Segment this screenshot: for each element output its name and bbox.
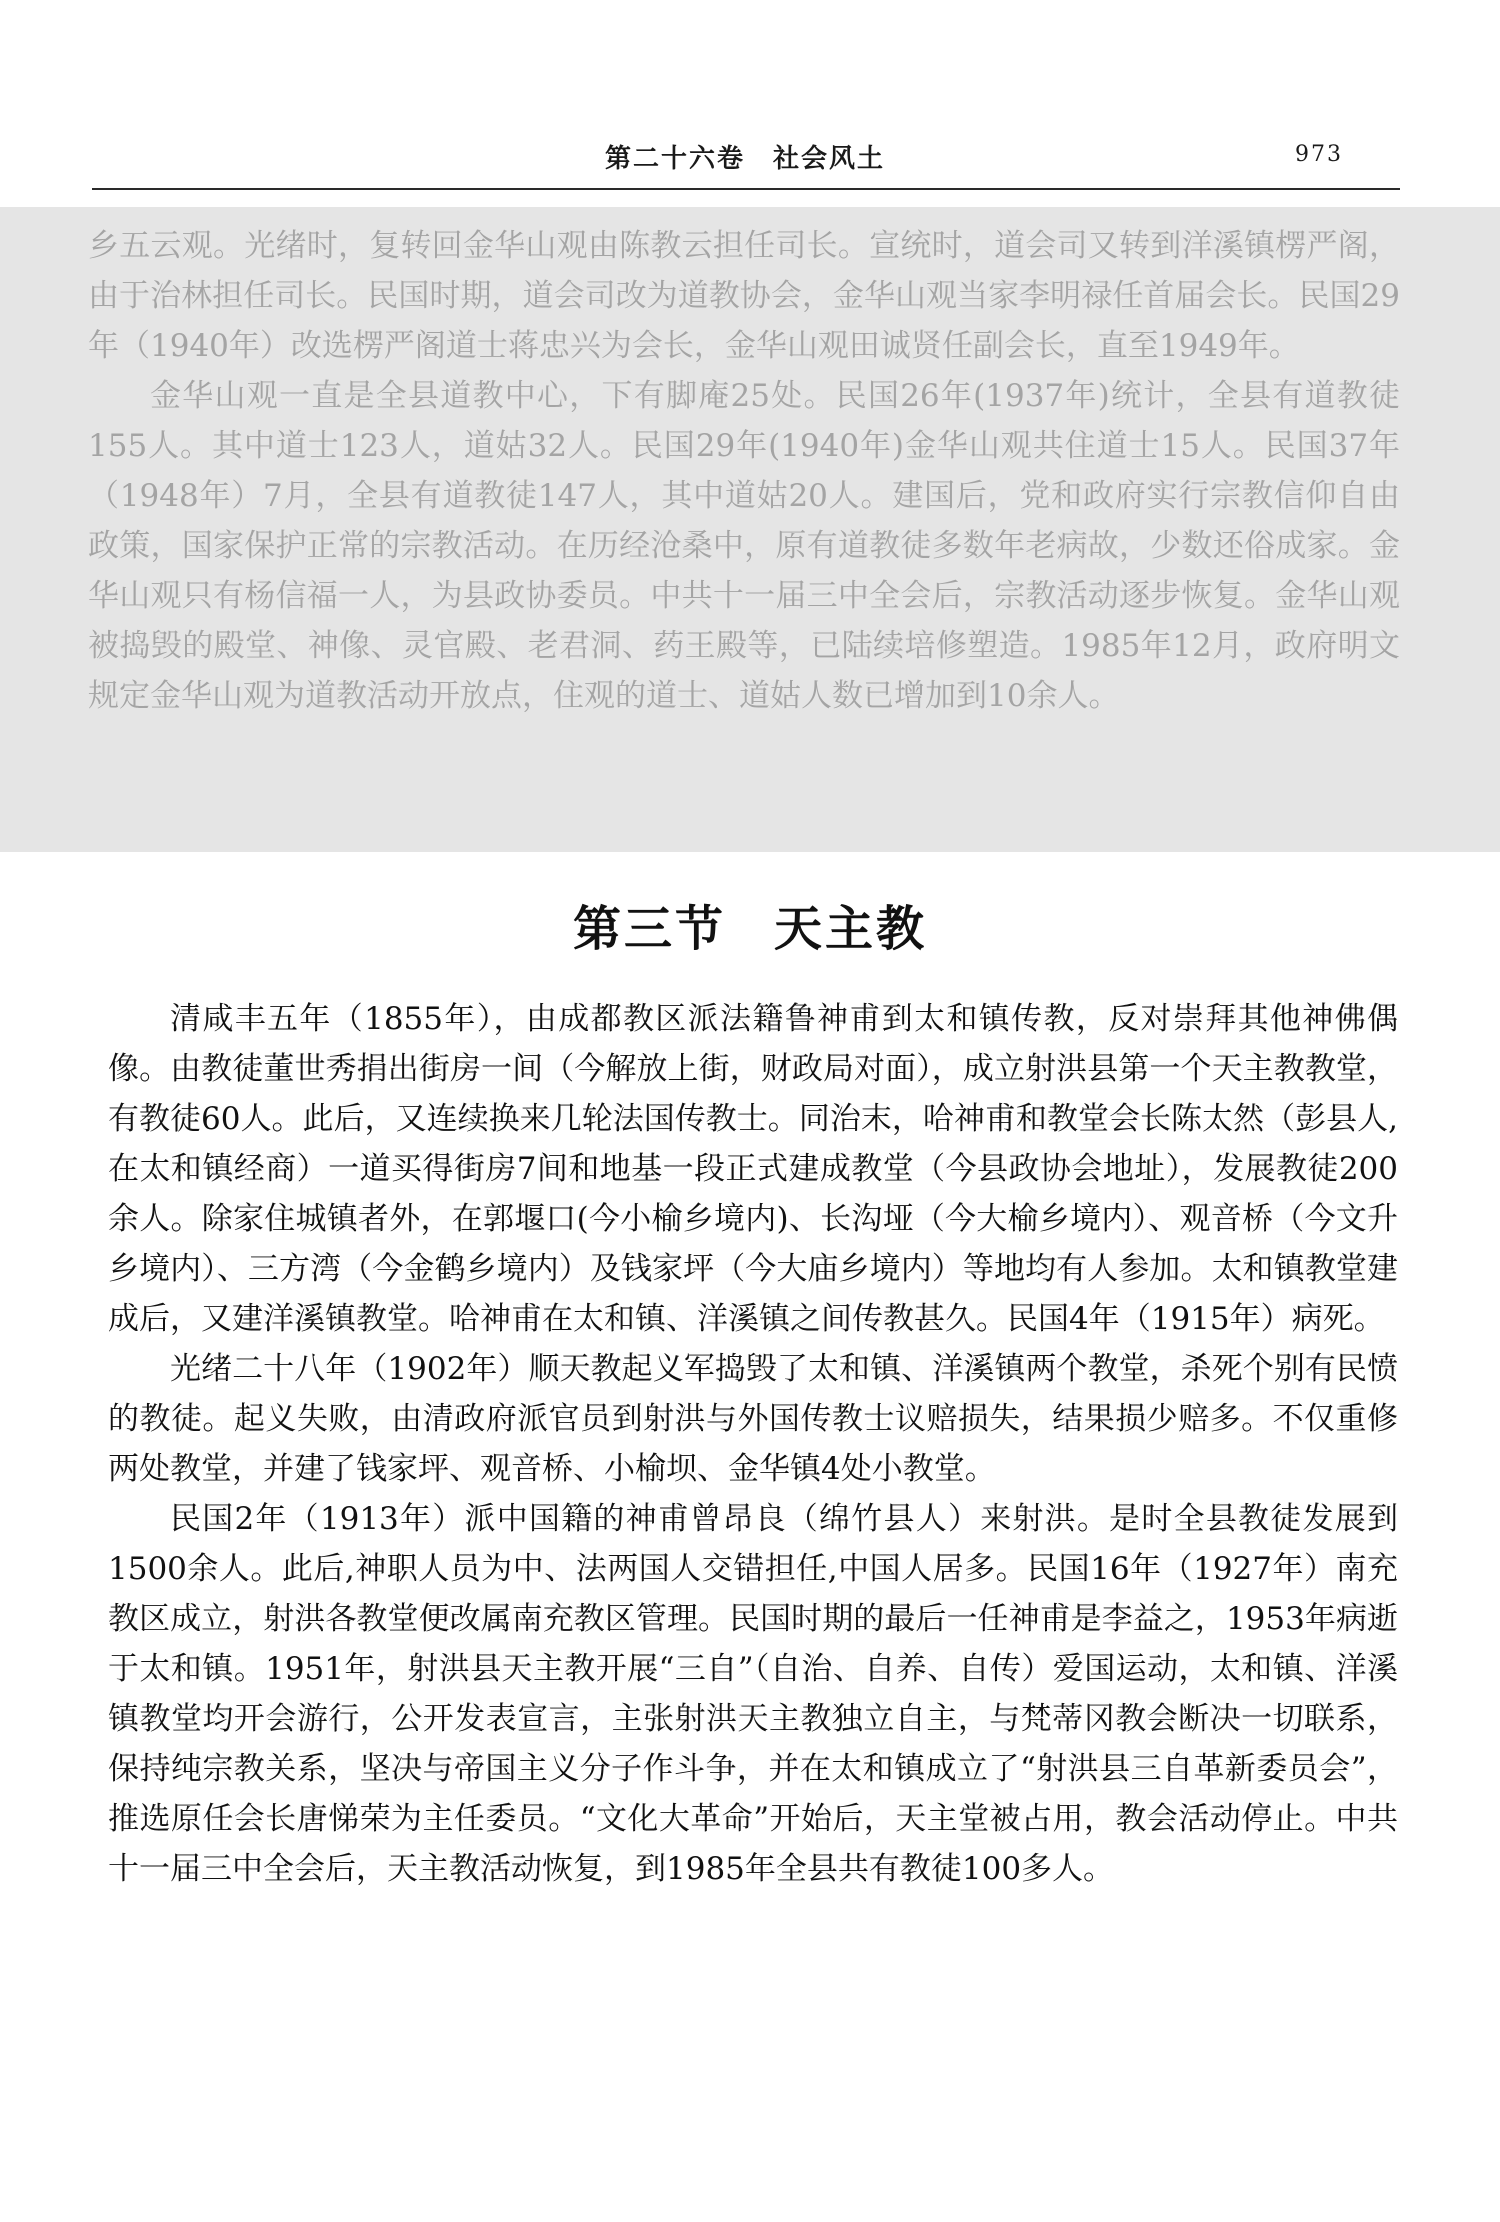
page-number: 973 [1295,142,1343,167]
faded-paragraph: 金华山观一直是全县道教中心，下有脚庵25处。民国26年(1937年)统计，全县有道教徒155人。其中道士123人，道姑32人。民国29年(1940年)金华山观共住道士15人。民国37年（1948年）7月，全县有道教徒147人，其中道姑20人。建国后，党和政府实行宗教信仰自由政策，国家保护正常的宗教活动。在历经沧桑中，原有道教徒多数年老病故，少数还俗成家。金华山观只有杨信福一人，为县政协委员。中共十一届三中全会后，宗教活动逐步恢复。金华山观被捣毁的殿堂、神像、灵官殿、老君洞、药王殿等，已陆续培修塑造。1985年12月，政府明文规定金华山观为道教活动开放点，住观的道士、道姑人数已增加到10余人。 [88,378,1400,714]
body-paragraph: 清咸丰五年（1855年），由成都教区派法籍鲁神甫到太和镇传教，反对崇拜其他神佛偶像。由教徒董世秀捐出街房一间（今解放上街，财政局对面），成立射洪县第一个天主教教堂，有教徒60人。此后，又连续换来几轮法国传教士。同治末，哈神甫和教堂会长陈太然（彭县人,在太和镇经商）一道买得街房7间和地基一段正式建成教堂（今县政协会地址），发展教徒200余人。除家住城镇者外，在郭堰口(今小榆乡境内)、长沟垭（今大榆乡境内）、观音桥（今文升乡境内）、三方湾（今金鹤乡境内）及钱家坪（今大庙乡境内）等地均有人参加。太和镇教堂建成后，又建洋溪镇教堂。哈神甫在太和镇、洋溪镇之间传教甚久。民国4年（1915年）病死。 [108,1001,1398,1337]
faded-continuation-block [0,207,1500,852]
section-heading: 天主教 [774,901,928,957]
running-header [95,138,1395,180]
body-paragraph: 民国2年（1913年）派中国籍的神甫曾昂良（绵竹县人）来射洪。是时全县教徒发展到1500余人。此后,神职人员为中、法两国人交错担任,中国人居多。民国16年（1927年）南充教区成立，射洪各教堂便改属南充教区管理。民国时期的最后一任神甫是李益之，1953年病逝于太和镇。1951年，射洪县天主教开展“三自”（自治、自养、自传）爱国运动，太和镇、洋溪镇教堂均开会游行，公开发表宣言，主张射洪天主教独立自主，与梵蒂冈教会断决一切联系，保持纯宗教关系，坚决与帝国主义分子作斗争，并在太和镇成立了“射洪县三自革新委员会”，推选原任会长唐悌荣为主任委员。“文化大革命”开始后，天主堂被占用，教会活动停止。中共十一届三中全会后，天主教活动恢复，到1985年全县共有教徒100多人。 [108,1501,1398,1887]
header-rule [92,188,1400,190]
running-header-title: 第二十六卷 社会风土 [604,144,885,174]
faded-continuation-text [88,221,1400,721]
body-paragraph: 光绪二十八年（1902年）顺天教起义军捣毁了太和镇、洋溪镇两个教堂，杀死个别有民愤的教徒。起义失败，由清政府派官员到射洪与外国传教士议赔损失，结果损少赔多。不仅重修两处教堂，并建了钱家坪、观音桥、小榆坝、金华镇4处小教堂。 [108,1351,1398,1487]
section-title [0,890,1500,959]
section-body [108,994,1398,1894]
section-number: 第三节 [572,901,726,957]
faded-paragraph: 乡五云观。光绪时，复转回金华山观由陈教云担任司长。宣统时，道会司又转到洋溪镇楞严阁，由于治林担任司长。民国时期，道会司改为道教协会，金华山观当家李明禄任首届会长。民国29年（1940年）改选楞严阁道士蒋忠兴为会长，金华山观田诚贤任副会长，直至1949年。 [88,228,1400,364]
